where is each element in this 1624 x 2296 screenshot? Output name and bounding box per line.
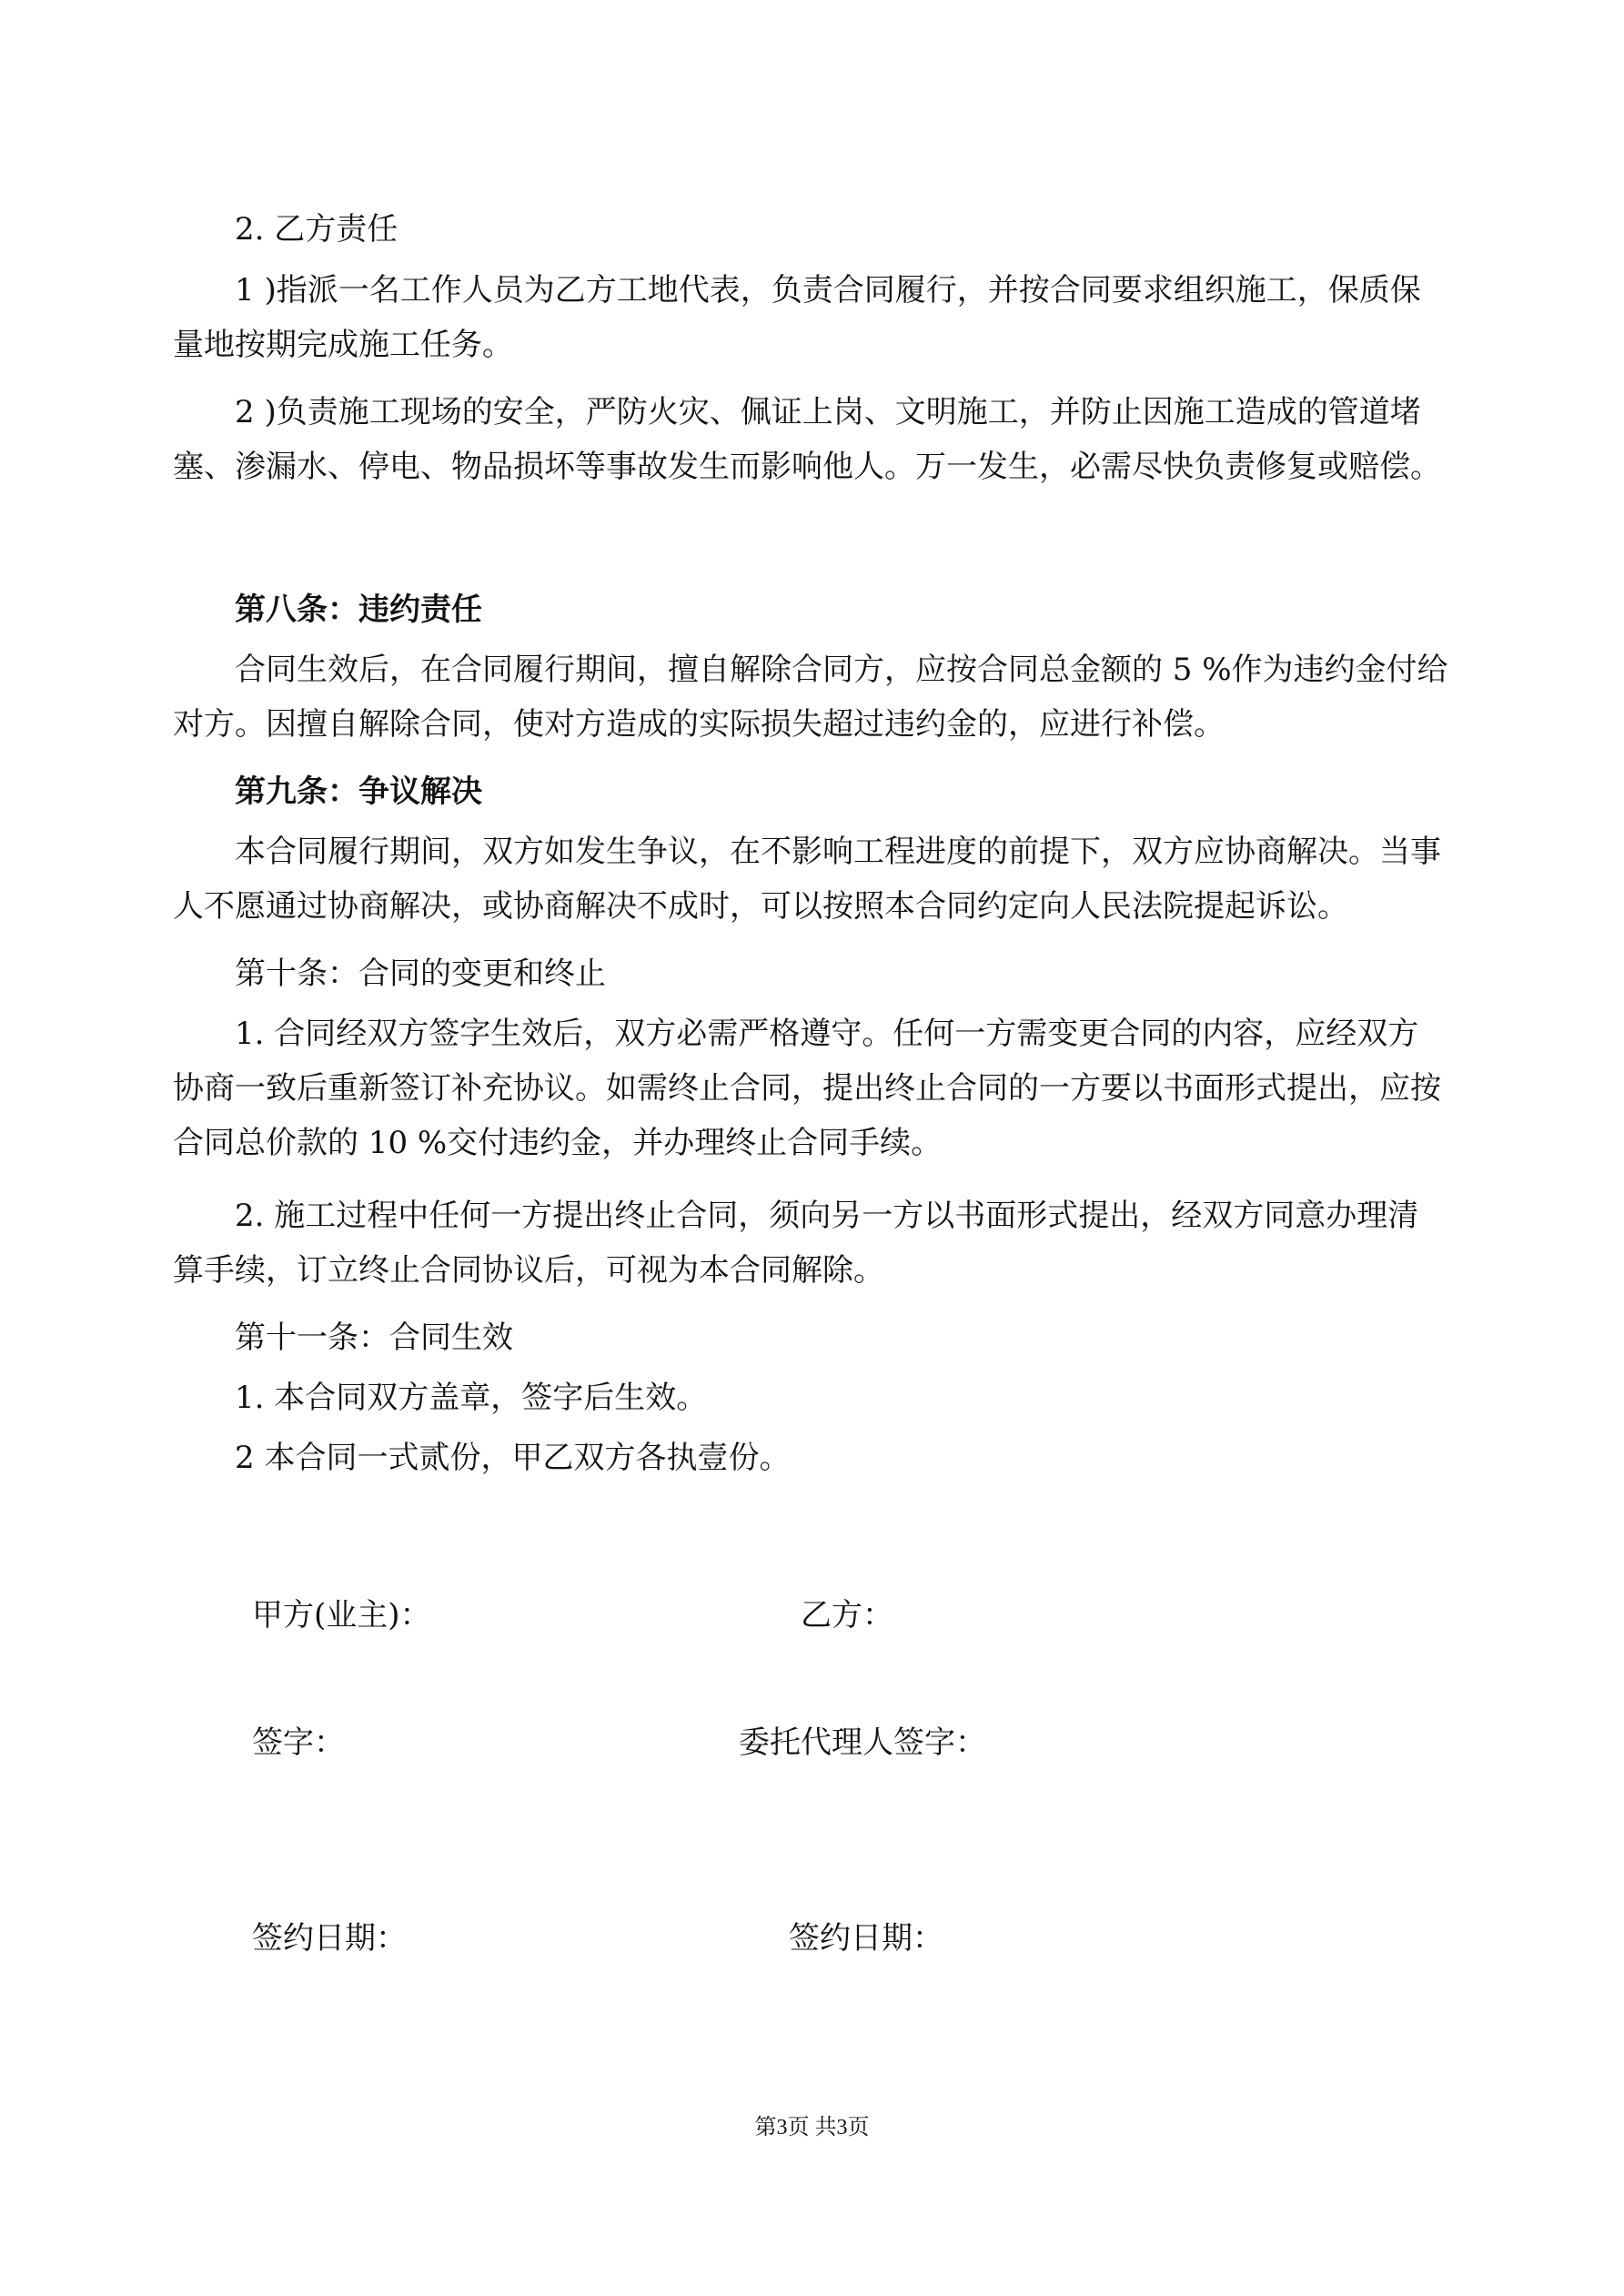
section-2-item-2 — [173, 385, 1490, 494]
party-a-date-label: 签约日期： — [252, 1920, 407, 1957]
party-b-label: 乙方： — [801, 1597, 893, 1633]
article-10-item-2-line-2: 算手续，订立终止合同协议后，可视为本合同解除。 — [173, 1252, 884, 1289]
article-9-title: 第九条：争议解决 — [235, 774, 482, 810]
article-10-item-2 — [173, 1188, 1490, 1298]
party-a-signature-label: 签字： — [252, 1725, 345, 1761]
article-11-item-2: 2 本合同一式贰份，甲乙双方各执壹份。 — [235, 1440, 791, 1476]
party-b-agent-signature-label: 委托代理人签字： — [739, 1725, 986, 1761]
section-2-item-2-line-2: 塞、渗漏水、停电、物品损坏等事故发生而影响他人。万一发生，必需尽快负责修复或赔偿。 — [173, 449, 1441, 485]
party-b-date-label: 签约日期： — [789, 1920, 943, 1957]
article-8-line-1: 合同生效后，在合同履行期间，擅自解除合同方，应按合同总金额的 5 %作为违约金付给 — [235, 652, 1448, 688]
article-8-body — [173, 642, 1490, 752]
article-11-item-1: 1. 本合同双方盖章，签字后生效。 — [235, 1380, 708, 1416]
page-footer: 第3页 共3页 — [754, 2116, 870, 2139]
section-2-item-1-line-1: 1 )指派一名工作人员为乙方工地代表，负责合同履行，并按合同要求组织施工，保质保 — [235, 272, 1421, 308]
section-2-title: 2. 乙方责任 — [235, 211, 398, 248]
article-9-body — [173, 824, 1490, 934]
article-8-line-2: 对方。因擅自解除合同，使对方造成的实际损失超过违约金的，应进行补偿。 — [173, 706, 1225, 743]
article-9-line-1: 本合同履行期间，双方如发生争议，在不影响工程进度的前提下，双方应协商解决。当事 — [235, 834, 1441, 870]
article-10-item-1-line-2: 协商一致后重新签订补充协议。如需终止合同，提出终止合同的一方要以书面形式提出，应按 — [173, 1070, 1441, 1107]
section-2-item-1-line-2: 量地按期完成施工任务。 — [173, 327, 513, 363]
article-10-item-1-line-1: 1. 合同经双方签字生效后，双方必需严格遵守。任何一方需变更合同的内容，应经双方 — [235, 1016, 1419, 1052]
article-10-item-1 — [173, 1006, 1490, 1170]
section-2-item-2-line-1: 2 )负责施工现场的安全，严防火灾、佩证上岗、文明施工，并防止因施工造成的管道堵 — [235, 394, 1421, 430]
article-10-item-1-line-3: 合同总价款的 10 %交付违约金，并办理终止合同手续。 — [173, 1125, 943, 1161]
party-a-label: 甲方(业主)： — [252, 1597, 431, 1633]
article-10-item-2-line-1: 2. 施工过程中任何一方提出终止合同，须向另一方以书面形式提出，经双方同意办理清 — [235, 1198, 1419, 1234]
article-9-line-2: 人不愿通过协商解决，或协商解决不成时，可以按照本合同约定向人民法院提起诉讼。 — [173, 888, 1348, 925]
article-10-title: 第十条：合同的变更和终止 — [235, 956, 606, 992]
article-11-title: 第十一条：合同生效 — [235, 1320, 513, 1356]
article-8-title: 第八条：违约责任 — [235, 592, 482, 628]
section-2-item-1 — [173, 263, 1490, 372]
